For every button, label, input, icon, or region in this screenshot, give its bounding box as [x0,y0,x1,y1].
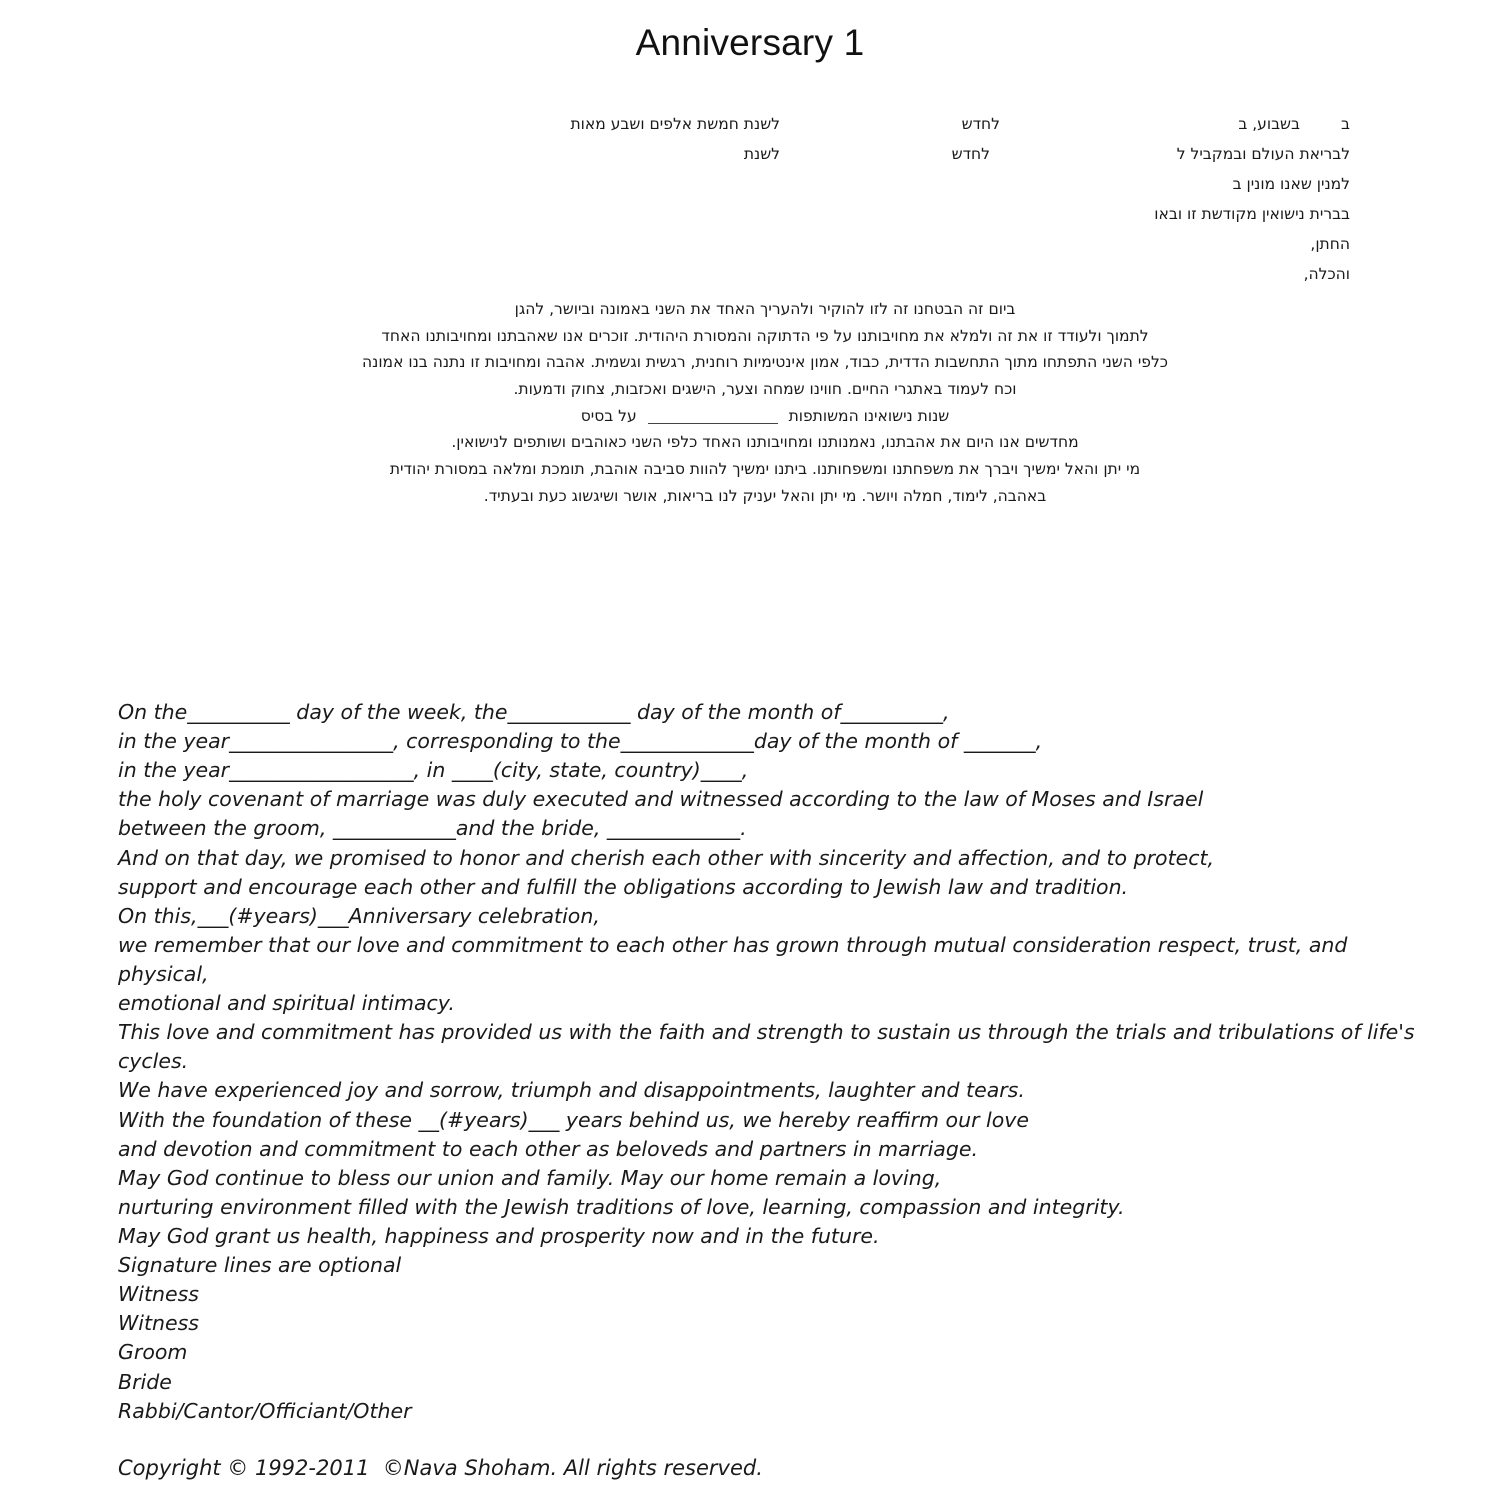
hebrew-closing-line: באהבה, לימוד, חמלה ויושר. מי יתן והאל יעניק לנו בריאות, אושר ושיגשוג כעת ובעתיד. [483,486,1047,505]
hebrew-body-line: וכח לעמוד באתגרי החיים. חווינו שמחה וצער, הישגים ואכזבות, צחוק ודמעות. [513,379,1017,398]
english-line-joy-sorrow: We have experienced joy and sorrow, triumph and disappointments, laughter and tears. [118,1078,1025,1103]
english-line-groom-bride: between the groom, ____________and the bride, _____________. [118,816,747,841]
english-text-block [118,698,1422,1426]
english-line-covenant: the holy covenant of marriage was duly executed and witnessed according to the law of Moses and Israel [118,787,1204,812]
hebrew-fragment-groom: החתן, [1310,235,1350,253]
english-line-year-corresponding: in the year________________, corresponding to the_____________day of the month of _______, [118,729,1043,754]
copyright-notice: Copyright © 1992-2011 ©Nava Shoham. All rights reserved. [118,1456,763,1480]
hebrew-closing-line: מחדשים אנו היום את אהבתנו, נאמנותנו ומחויבותנו האחד כלפי השני כאוהבים ושותפים לנישואין. [451,433,1079,452]
hebrew-closing-line: מי יתן והאל ימשיך ויברך את משפחתנו ומשפחותנו. ביתנו ימשיך להוות סביבה אוהבת, תומכת ומלאה במסורת יהודית [389,459,1141,478]
hebrew-fragment-month: לחדש [961,115,1000,133]
english-line-devotion: and devotion and commitment to each other as beloveds and partners in marriage. [118,1136,978,1161]
english-line-bless: May God continue to bless our union and family. May our home remain a loving, [118,1165,942,1190]
hebrew-fragment-week: בשבוע, ב [1238,115,1300,133]
english-line-nurturing: nurturing environment filled with the Jewish traditions of love, learning, compassion and integrity. [118,1194,1125,1219]
hebrew-body-line: כלפי השני התפתחו מתוך התחשבות הדדית, כבוד, אמון אינטימיות רוחנית, רגשית וגשמית. אהבה ומחויבות זו נתנה בנו אמונה [362,353,1168,372]
hebrew-header-fields [120,112,1410,292]
hebrew-fragment-month-2: לחדש [951,145,990,163]
english-line-support: support and encourage each other and fulfill the obligations according to Jewish law and tradition. [118,874,1129,899]
hebrew-text-block [120,112,1410,509]
signature-label-groom: Groom [118,1340,188,1365]
english-line-year-city: in the year__________________, in ____(city, state, country)____, [118,758,749,783]
signature-label-witness-1: Witness [118,1282,199,1307]
english-line-date-week: On the__________ day of the week, the____________ day of the month of__________, [118,700,950,724]
english-line-health: May God grant us health, happiness and prosperity now and in the future. [118,1223,880,1248]
hebrew-anniversary-line [120,403,1410,430]
hebrew-fragment-covenant: בברית נישואין מקודשת זו ובאו [1154,205,1350,223]
hebrew-fragment-day: ב [1341,115,1350,133]
english-line-promise: And on that day, we promised to honor and cherish each other with sincerity and affection, and to protect, [118,845,1215,870]
signature-label-bride: Bride [118,1369,172,1394]
english-line-intimacy: emotional and spiritual intimacy. [118,991,455,1016]
english-line-faith: This love and commitment has provided us with the faith and strength to sustain us through the trials and tribulations of life's cycles. [118,1020,1422,1074]
english-line-anniversary: On this,___(#years)___Anniversary celebration, [118,903,600,928]
hebrew-body-line: ביום זה הבטחנו זה לזו להוקיר ולהעריך האחד את השני באמונה וביושר, להגן [514,300,1016,318]
english-line-remember: we remember that our love and commitment to each other has grown through mutual consideration respect, trust, and physical, [118,932,1354,986]
english-line-signature-note: Signature lines are optional [118,1253,402,1278]
hebrew-anniversary-suffix: על בסיס [580,406,637,425]
hebrew-anniversary-prefix: שנות נישואינו המשותפות [788,406,950,425]
hebrew-body-line: לתמוך ולעודד זו את זה ולמלא את מחויבותנו על פי הדתוקה והמסורת היהודית. זוכרים אנו שאהבתנו ומחויבותנו האחד [381,326,1149,345]
signature-label-witness-2: Witness [118,1311,199,1336]
page-title: Anniversary 1 [635,22,865,63]
signature-label-officiant: Rabbi/Cantor/Officiant/Other [118,1398,412,1423]
hebrew-years-blank[interactable] [648,409,778,424]
hebrew-fragment-count: למנין שאנו מונין ב [1232,175,1350,193]
hebrew-body [120,296,1410,509]
hebrew-fragment-bride: והכלה, [1303,265,1350,283]
english-line-foundation: With the foundation of these __(#years)___ years behind us, we hereby reaffirm our love [118,1107,1029,1132]
hebrew-fragment-year-2: לשנת [743,145,780,163]
hebrew-fragment-year: לשנת חמשת אלפים ושבע מאות [570,115,780,133]
hebrew-fragment-creation: לבריאת העולם ובמקביל ל [1176,145,1350,163]
